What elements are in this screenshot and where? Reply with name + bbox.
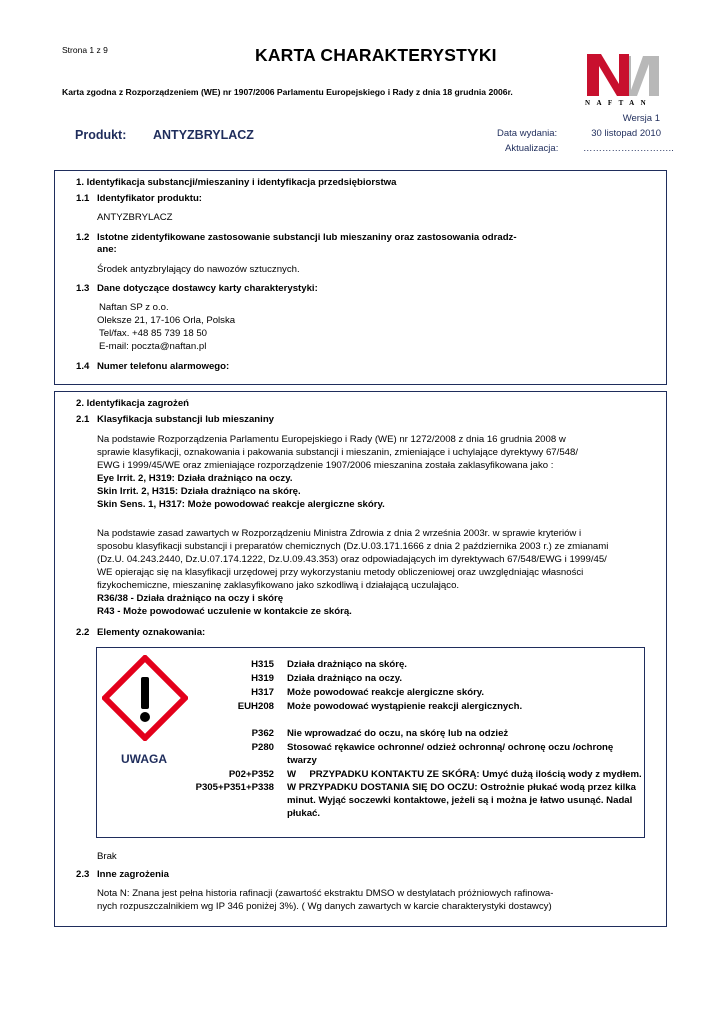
h-statement: Może powodować reakcje alergiczne skóry. xyxy=(287,687,485,698)
clp-paragraph-line: Na podstawie Rozporządzenia Parlamentu Europejskiego i Rady (WE) nr 1272/2008 z dnia 16 grudnia 2008 w xyxy=(97,434,566,445)
p-statement-cont: płukać. xyxy=(287,808,321,819)
section-2-title: 2. Identyfikacja zagrożeń xyxy=(76,398,190,409)
clp-classification: Skin Irrit. 2, H315: Działa drażniąco na skórę. xyxy=(97,486,301,497)
p-code: P280 xyxy=(251,742,274,753)
supplier-name: Naftan SP z o.o. xyxy=(99,302,169,313)
update-label: Aktualizacja: xyxy=(505,143,559,154)
section-1-2-number: 1.2 xyxy=(76,232,90,243)
update-value: ……………………….. xyxy=(583,143,674,154)
h-code: EUH208 xyxy=(237,701,274,712)
other-hazards-line: Nota N: Znana jest pełna historia rafinacji (zawartość ekstraktu DMSO w destylatach próżniowych rafinowa- xyxy=(97,888,554,899)
section-2-2-title: Elementy oznakowania: xyxy=(97,627,206,638)
section-1-1-title: Identyfikator produktu: xyxy=(97,193,202,204)
h-statement: Działa drażniąco na oczy. xyxy=(287,673,402,684)
product-use: Środek antyzbrylający do nawozów sztucznych. xyxy=(97,264,300,275)
h-code: H315 xyxy=(251,659,274,670)
dsd-paragraph-line: WE opierając się na klasyfikacji urzędowej przy wykorzystaniu metody obliczeniowej oraz uwzględniając własności xyxy=(97,567,584,578)
h-code: H319 xyxy=(251,673,274,684)
section-1-2-title-cont: ane: xyxy=(97,244,117,255)
section-1-4-title: Numer telefonu alarmowego: xyxy=(97,361,230,372)
section-2-3-number: 2.3 xyxy=(76,869,90,880)
h-statement: Działa drażniąco na skórę. xyxy=(287,659,407,670)
section-2-1-number: 2.1 xyxy=(76,414,90,425)
document-title: KARTA CHARAKTERYSTYKI xyxy=(255,45,497,65)
p-statement-cont: minut. Wyjąć soczewki kontaktowe, jeżeli są i można je łatwo usunąć. Nadal xyxy=(287,795,633,806)
dsd-paragraph-line: (Dz.U. 04.243.2440, Dz.U.07.174.1222, Dz.U.09.43.353) oraz odpowiadających im dyrektywach 67/548/EWG i 1999/45/ xyxy=(97,554,607,565)
issue-date: 30 listopad 2010 xyxy=(591,128,661,139)
p-statement: W PRZYPADKU KONTAKTU ZE SKÓRĄ: Umyć dużą ilością wody z mydłem. xyxy=(287,769,642,780)
section-2-1-title: Klasyfikacja substancji lub mieszaniny xyxy=(97,414,275,425)
exclamation-hazard-icon xyxy=(102,655,188,741)
section-2-2-number: 2.2 xyxy=(76,627,90,638)
clp-paragraph-line: sprawie klasyfikacji, oznakowania i pakowania substancji i mieszanin, zmieniające i uchylające dyrektywy 67/548/ xyxy=(97,447,578,458)
signal-word: UWAGA xyxy=(121,752,167,766)
section-1-1-number: 1.1 xyxy=(76,193,90,204)
clp-classification: Skin Sens. 1, H317: Może powodować reakcje alergiczne skóry. xyxy=(97,499,385,510)
product-identifier: ANTYZBRYLACZ xyxy=(97,212,173,223)
additional-label-info: Brak xyxy=(97,851,117,862)
supplier-phone: Tel/fax. +48 85 739 18 50 xyxy=(99,328,208,339)
supplier-address: Oleksze 21, 17-106 Orla, Polska xyxy=(97,315,236,326)
p-statement: Stosować rękawice ochronne/ odzież ochronną/ ochronę oczu /ochronę xyxy=(287,742,614,753)
dsd-paragraph-line: Na podstawie zasad zawartych w Rozporządzeniu Ministra Zdrowia z dnia 2 września 2003r. w sprawie kryteriów i xyxy=(97,528,582,539)
p-statement: W PRZYPADKU DOSTANIA SIĘ DO OCZU: Ostrożnie płukać wodą przez kilka xyxy=(287,782,636,793)
p-statement-cont: twarzy xyxy=(287,755,317,766)
section-1-3-number: 1.3 xyxy=(76,283,90,294)
dsd-paragraph-line: sposobu klasyfikacji substancji i preparatów chemicznych (Dz.U.03.171.1666 z dnia 2 października 2003 r.) ze zmianami xyxy=(97,541,609,552)
clp-classification: Eye Irrit. 2, H319: Działa drażniąco na oczy. xyxy=(97,473,293,484)
issue-date-label: Data wydania: xyxy=(497,128,558,139)
h-code: H317 xyxy=(251,687,274,698)
section-1-title: 1. Identyfikacja substancji/mieszaniny i identyfikacja przedsiębiorstwa xyxy=(76,177,397,188)
version: Wersja 1 xyxy=(622,113,660,124)
product-name: ANTYZBRYLACZ xyxy=(153,128,254,142)
section-1-4-number: 1.4 xyxy=(76,361,90,372)
r-phrase: R43 - Może powodować uczulenie w kontakcie ze skórą. xyxy=(97,606,352,617)
section-1-3-title: Dane dotyczące dostawcy karty charakterystyki: xyxy=(97,283,318,294)
clp-paragraph-line: EWG i 1999/45/WE oraz zmieniające rozporządzenie 1907/2006 mieszanina została zaklasyfikowana jako : xyxy=(97,460,554,471)
p-code: P305+P351+P338 xyxy=(195,782,274,793)
p-statement: Nie wprowadzać do oczu, na skórę lub na odzież xyxy=(287,728,509,739)
p-code: P02+P352 xyxy=(228,769,274,780)
other-hazards-line: nych rozpuszczalnikiem wg IP 346 poniżej 3%). ( Wg danych zawartych w karcie charakterystyki dostawcy) xyxy=(97,901,552,912)
regulation-line: Karta zgodna z Rozporządzeniem (WE) nr 1907/2006 Parlamentu Europejskiego i Rady z dnia 18 grudnia 2006r. xyxy=(62,87,513,97)
h-statement: Może powodować wystąpienie reakcji alergicznych. xyxy=(287,701,523,712)
dsd-paragraph-line: fizykochemiczne, mieszaninę zaklasyfikowano jako szkodliwą i działającą uczulająco. xyxy=(97,580,460,591)
page-number: Strona 1 z 9 xyxy=(62,45,108,55)
product-label: Produkt: xyxy=(75,128,127,142)
r-phrase: R36/38 - Działa drażniąco na oczy i skórę xyxy=(97,593,284,604)
supplier-email[interactable]: E-mail: poczta@naftan.pl xyxy=(99,341,207,352)
p-code: P362 xyxy=(251,728,274,739)
section-2-3-title: Inne zagrożenia xyxy=(97,869,169,880)
section-1-2-title: Istotne zidentyfikowane zastosowanie substancji lub mieszaniny oraz zastosowania odradz- xyxy=(97,232,517,243)
logo-text: NAFTAN xyxy=(585,99,653,107)
